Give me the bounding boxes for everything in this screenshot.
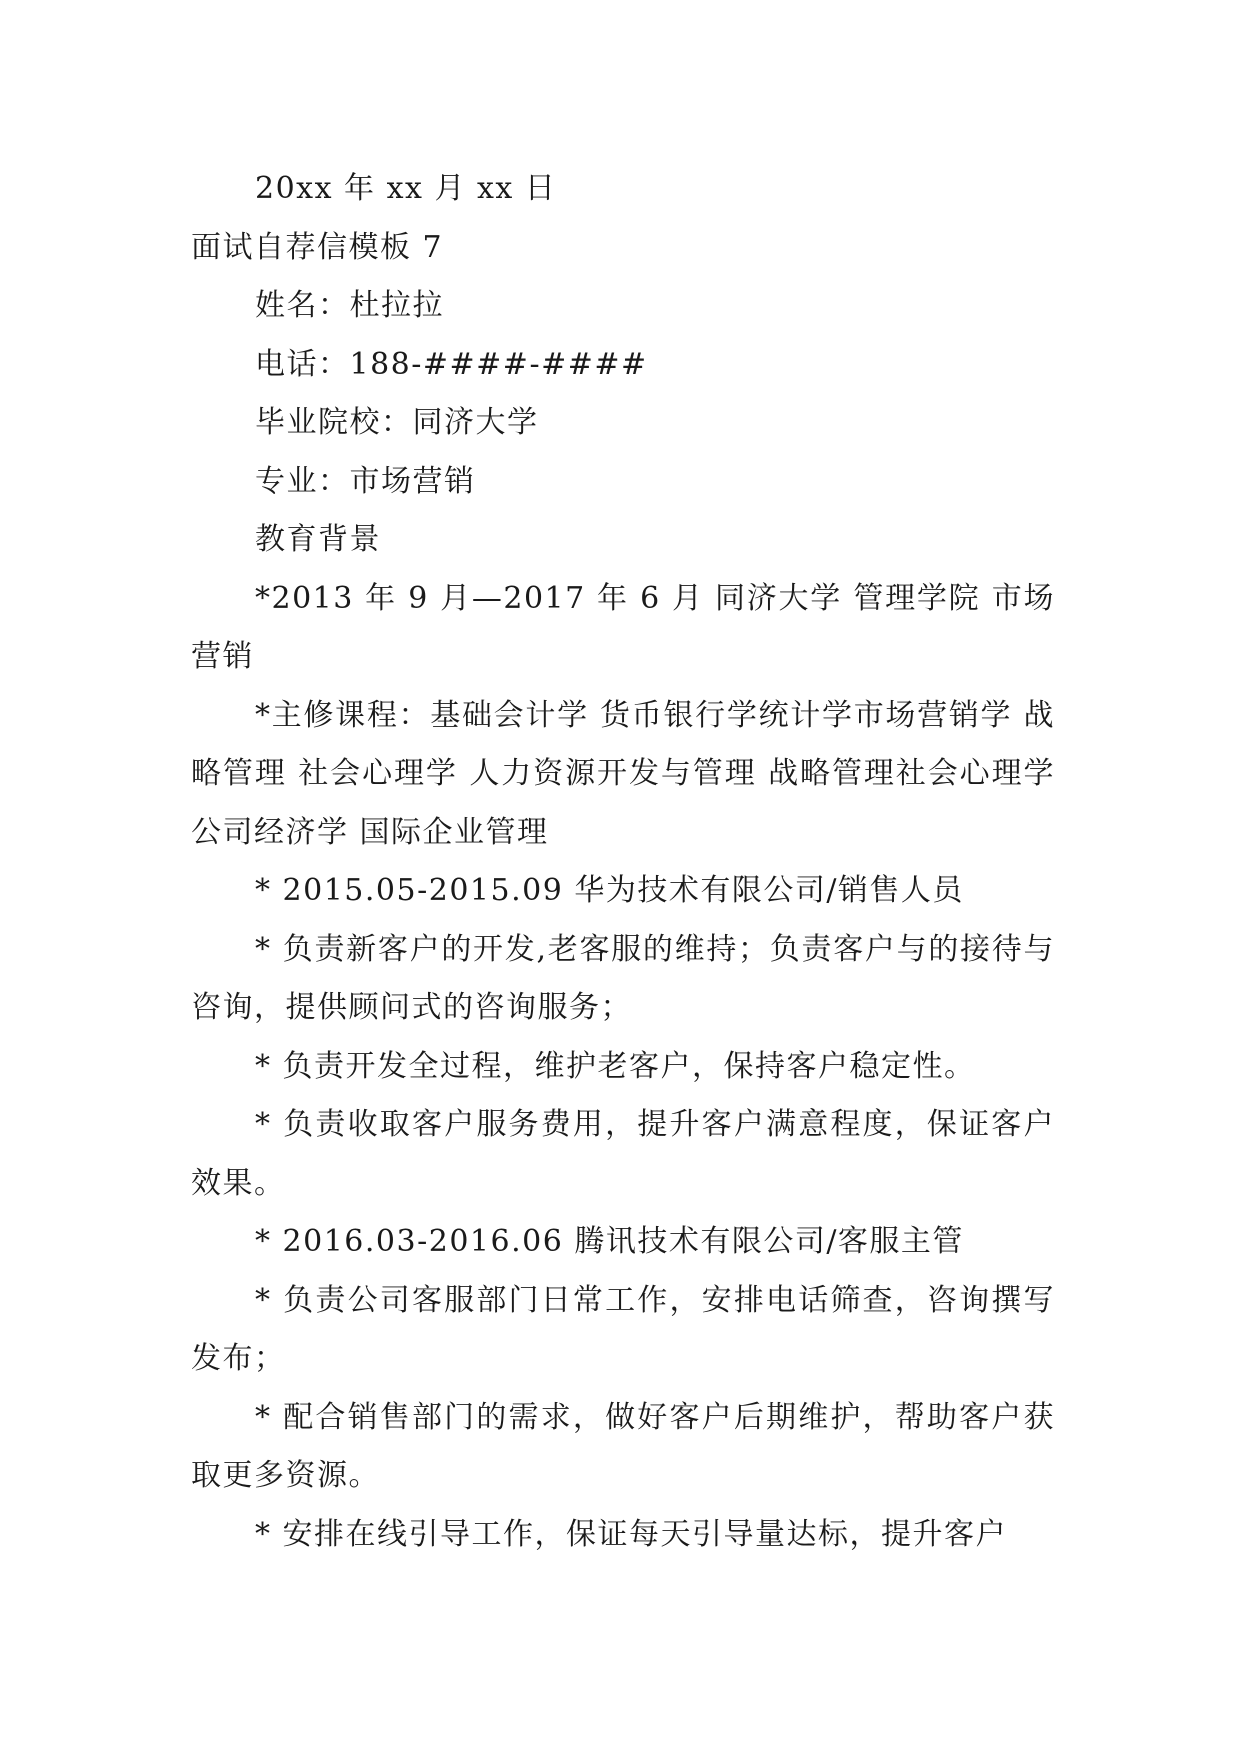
job2-duty: * 配合销售部门的需求，做好客户后期维护，帮助客户获取更多资源。 <box>191 1399 1055 1493</box>
document-body <box>191 160 1055 1564</box>
job1-title: * 2015.05-2015.09 华为技术有限公司/销售人员 <box>255 873 964 908</box>
document-heading: 面试自荐信模板 7 <box>191 229 444 265</box>
job2-duty: * 安排在线引导工作，保证每天引导量达标，提升客户 <box>255 1516 1008 1552</box>
job1-duty: * 负责收取客户服务费用，提升客户满意程度，保证客户效果。 <box>191 1107 1055 1201</box>
job1-duty: * 负责开发全过程，维护老客户，保持客户稳定性。 <box>255 1048 976 1084</box>
education-heading: 教育背景 <box>255 522 381 557</box>
phone-line: 电话：188-####-#### <box>255 346 648 382</box>
school-line: 毕业院校：同济大学 <box>255 405 539 440</box>
job2-duty: * 负责公司客服部门日常工作，安排电话筛查，咨询撰写发布； <box>191 1282 1055 1376</box>
major-line: 专业：市场营销 <box>255 463 476 499</box>
education-item: *2013 年 9 月—2017 年 6 月 同济大学 管理学院 市场营销 <box>191 580 1055 674</box>
job2-title: * 2016.03-2016.06 腾讯技术有限公司/客服主管 <box>255 1224 964 1259</box>
name-line: 姓名：杜拉拉 <box>255 288 444 323</box>
courses-paragraph: *主修课程：基础会计学 货币银行学统计学市场营销学 战略管理 社会心理学 人力资源开发与管理 战略管理社会心理学 公司经济学 国际企业管理 <box>191 697 1055 850</box>
job1-duty: * 负责新客户的开发,老客服的维持；负责客户与的接待与咨询，提供顾问式的咨询服务； <box>191 931 1055 1025</box>
date-line: 20xx 年 xx 月 xx 日 <box>255 171 557 206</box>
